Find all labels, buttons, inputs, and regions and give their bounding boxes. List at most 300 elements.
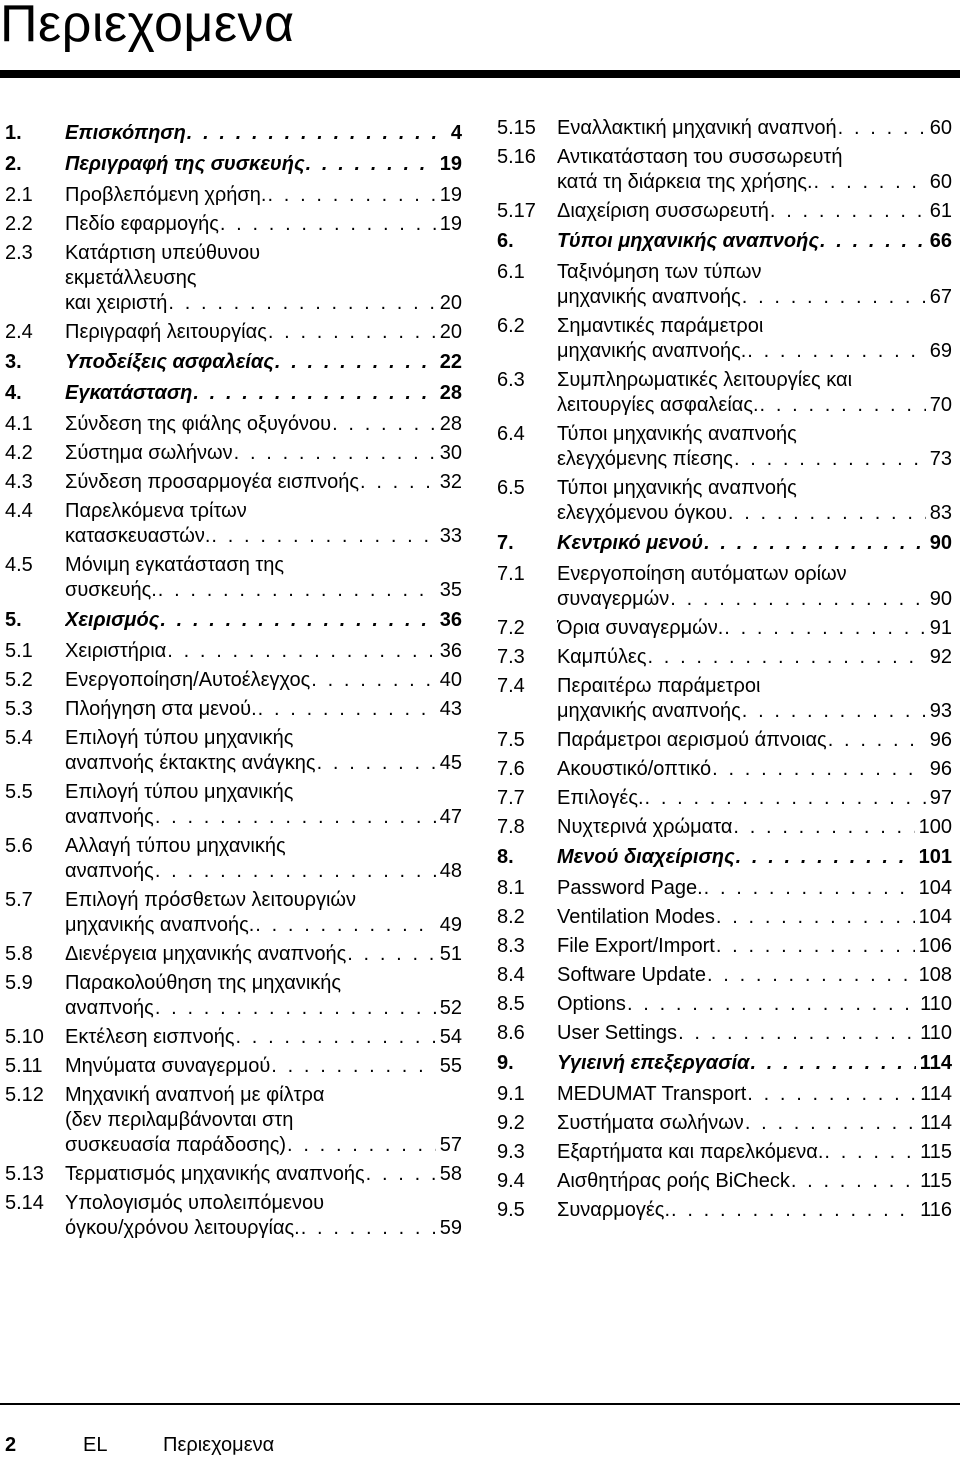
toc-entry-title-line: Υποδείξεις ασφαλείας — [65, 351, 274, 373]
toc-entry-body — [557, 145, 952, 195]
toc-entry-title-line: συσκευής. — [65, 579, 157, 601]
dot-leader — [760, 393, 926, 418]
dot-leader — [716, 934, 915, 959]
toc-entry-body — [65, 183, 462, 208]
toc-entry-last-line — [65, 152, 462, 177]
toc-entry-title-line: Ventilation Modes — [557, 906, 715, 928]
toc-entry-last-line — [65, 381, 462, 406]
toc-entry — [5, 470, 462, 495]
toc-entry-number: 6.2 — [497, 315, 525, 337]
toc-entry-number: 1. — [5, 122, 22, 144]
toc-entry-page-number: 67 — [929, 286, 952, 308]
toc-entry-page-number: 97 — [929, 787, 952, 809]
dot-leader — [678, 1021, 916, 1046]
toc-entry-number: 5.15 — [497, 117, 536, 139]
toc-entry — [497, 1111, 952, 1136]
toc-entry-page-number: 114 — [920, 1083, 952, 1105]
toc-entry-body — [557, 1111, 952, 1136]
toc-entry-last-line — [557, 501, 952, 526]
toc-entry — [497, 905, 952, 930]
dot-leader — [317, 751, 436, 776]
toc-entry-number: 6. — [497, 230, 514, 252]
toc-entry-body — [65, 553, 462, 603]
toc-entry — [497, 476, 952, 526]
toc-entry — [497, 934, 952, 959]
toc-entry — [5, 553, 462, 603]
toc-entry-title-line: Καμπύλες — [557, 646, 647, 668]
toc-entry-number: 6.4 — [497, 423, 525, 445]
toc-entry-last-line — [557, 934, 952, 959]
toc-entry-title-line: Σημαντικές παράμετροι — [557, 315, 764, 337]
dot-leader — [742, 285, 926, 310]
dot-leader — [155, 805, 436, 830]
toc-entry-body — [65, 1054, 462, 1079]
dot-leader — [704, 876, 915, 901]
toc-entry-body — [65, 1162, 462, 1187]
toc-entry-number: 2. — [5, 153, 22, 175]
toc-entry-title-line: Παρακολούθηση της μηχανικής — [65, 972, 342, 994]
toc-entry-body — [65, 834, 462, 884]
toc-entry-last-line — [557, 757, 952, 782]
footer-section: Περιεχομενα — [163, 1434, 275, 1456]
toc-entry-page-number: 93 — [929, 700, 952, 722]
toc-entry-last-line — [65, 1216, 462, 1241]
toc-entry-page-number: 114 — [920, 1112, 952, 1134]
dot-leader — [234, 441, 436, 466]
dot-leader — [742, 699, 926, 724]
toc-entry-title-line: Επιλογή πρόσθετων λειτουργιών — [65, 889, 357, 911]
toc-entry-number: 9.3 — [497, 1141, 525, 1163]
toc-entry-last-line — [65, 121, 462, 146]
toc-entry-last-line — [557, 285, 952, 310]
toc-entry-title-line: Πλοήγηση στα μενού. — [65, 698, 257, 720]
toc-entry-number: 5.3 — [5, 698, 33, 720]
toc-entry-number: 5.12 — [5, 1084, 44, 1106]
toc-entry-body — [557, 1140, 952, 1165]
toc-entry-title-line: Τύποι μηχανικής αναπνοής — [557, 230, 819, 252]
toc-entry-number: 4.3 — [5, 471, 33, 493]
dot-leader — [167, 639, 435, 664]
toc-entry-number: 9.1 — [497, 1083, 525, 1105]
toc-entry — [5, 441, 462, 466]
toc-entry-title-line: Προβλεπόμενη χρήση. — [65, 184, 267, 206]
toc-entry-last-line — [65, 470, 462, 495]
toc-entry-body — [557, 876, 952, 901]
toc-entry-body — [557, 199, 952, 224]
dot-leader — [301, 1216, 436, 1241]
dot-leader — [814, 170, 926, 195]
toc-entry-last-line — [65, 751, 462, 776]
dot-leader — [366, 1162, 436, 1187]
toc-entry-body — [65, 412, 462, 437]
toc-entry-number: 8. — [497, 846, 514, 868]
toc-entry-title-line: Νυχτερινά χρώματα — [557, 816, 733, 838]
dot-leader — [647, 645, 925, 670]
toc-entry-number: 9.2 — [497, 1112, 525, 1134]
toc-entry-page-number: 66 — [929, 230, 952, 252]
toc-entry-body — [65, 241, 462, 316]
dot-leader — [268, 320, 436, 345]
toc-entry-title-line: Ταξινόμηση των τύπων — [557, 261, 762, 283]
toc-entry-body — [557, 1021, 952, 1046]
toc-entry-body — [557, 116, 952, 141]
toc-entry-title-line: Κεντρικό μενού — [557, 532, 704, 554]
toc-entry-number: 5.10 — [5, 1026, 44, 1048]
toc-entry-title-line: μηχανικής αναπνοής — [557, 286, 741, 308]
toc-entry-last-line — [557, 876, 952, 901]
toc-entry-title-line: Εκτέλεση εισπνοής — [65, 1026, 235, 1048]
toc-entry-number: 5.4 — [5, 727, 33, 749]
dot-leader — [347, 942, 436, 967]
toc-entry-last-line — [65, 608, 462, 633]
toc-entry-title-line: Περιγραφή λειτουργίας — [65, 321, 267, 343]
toc-entry-last-line — [65, 441, 462, 466]
toc-entry-body — [65, 499, 462, 549]
toc-entry-number: 7. — [497, 532, 514, 554]
toc-chapter-entry — [5, 350, 462, 375]
toc-entry — [497, 616, 952, 641]
toc-entry-title-line: αναπνοής — [65, 860, 154, 882]
toc-entry-title-line: Εναλλακτική μηχανική αναπνοή — [557, 117, 837, 139]
toc-entry-title-line: Όρια συναγερμών. — [557, 617, 724, 639]
toc-entry-page-number: 36 — [439, 609, 462, 631]
toc-entry-last-line — [557, 531, 952, 556]
toc-entry-title-line: User Settings — [557, 1022, 678, 1044]
dot-leader — [838, 116, 926, 141]
toc-entry — [5, 241, 462, 316]
toc-entry — [497, 992, 952, 1017]
toc-entry-number: 4. — [5, 382, 22, 404]
toc-entry-last-line — [65, 996, 462, 1021]
toc-entry-page-number: 19 — [439, 153, 462, 175]
toc-entry-title-line: μηχανικής αναπνοής. — [557, 340, 747, 362]
toc-entry — [5, 412, 462, 437]
toc-entry-number: 7.3 — [497, 646, 525, 668]
dot-leader — [168, 291, 435, 316]
toc-entry-page-number: 83 — [929, 502, 952, 524]
toc-entry-body — [65, 381, 462, 406]
toc-entry-number: 4.5 — [5, 554, 33, 576]
toc-entry-number: 3. — [5, 351, 22, 373]
toc-entry-title-line: λειτουργίες ασφαλείας. — [557, 394, 759, 416]
toc-entry-body — [65, 470, 462, 495]
dot-leader — [258, 697, 436, 722]
toc-entry-body — [557, 476, 952, 526]
toc-entry-page-number: 90 — [929, 532, 952, 554]
toc-entry-title-line: Μηνύματα συναγερμού — [65, 1055, 271, 1077]
toc-entry-page-number: 100 — [918, 816, 952, 838]
toc-entry — [5, 499, 462, 549]
footer-page-number: 2 — [5, 1434, 17, 1456]
toc-entry-title-line: Διαχείριση συσσωρευτή — [557, 200, 769, 222]
toc-entry-body — [557, 1169, 952, 1194]
dot-leader — [235, 1025, 435, 1050]
toc-entry-body — [557, 531, 952, 556]
toc-entry-title-line: Επιλογή τύπου μηχανικής — [65, 781, 294, 803]
toc-entry-last-line — [65, 859, 462, 884]
toc-entry-last-line — [557, 699, 952, 724]
toc-entry-page-number: 96 — [929, 758, 952, 780]
toc-entry — [5, 888, 462, 938]
toc-entry-page-number: 92 — [929, 646, 952, 668]
dot-leader — [155, 996, 436, 1021]
toc-entry-page-number: 28 — [439, 382, 462, 404]
toc-entry-body — [557, 229, 952, 254]
dot-leader — [724, 616, 925, 641]
toc-entry-last-line — [557, 845, 952, 870]
dot-leader — [220, 212, 436, 237]
toc-entry-last-line — [65, 412, 462, 437]
toc-entry-body — [65, 780, 462, 830]
toc-entry-number: 9.5 — [497, 1199, 525, 1221]
dot-leader — [791, 1169, 916, 1194]
toc-entry-body — [65, 152, 462, 177]
toc-entry-last-line — [65, 291, 462, 316]
toc-entry-title-line: Ακουστικό/οπτικό — [557, 758, 712, 780]
toc-column-left — [5, 116, 462, 1245]
toc-entry-body — [65, 639, 462, 664]
toc-entry-number: 4.1 — [5, 413, 33, 435]
page-footer — [5, 1433, 274, 1457]
dot-leader — [287, 1133, 436, 1158]
toc-chapter-entry — [497, 845, 952, 870]
toc-entry-number: 9. — [497, 1052, 514, 1074]
toc-entry-number: 6.5 — [497, 477, 525, 499]
toc-entry-body — [557, 260, 952, 310]
toc-entry — [497, 368, 952, 418]
toc-entry-body — [65, 1083, 462, 1158]
toc-entry-last-line — [65, 697, 462, 722]
toc-entry-number: 5.5 — [5, 781, 33, 803]
toc-entry-title-line: μηχανικής αναπνοής. — [65, 914, 255, 936]
toc-entry-number: 7.1 — [497, 563, 525, 585]
toc-entry-body — [557, 728, 952, 753]
toc-entry-body — [557, 815, 952, 840]
toc-entry-page-number: 96 — [929, 729, 952, 751]
toc-entry — [497, 786, 952, 811]
toc-entry-number: 8.5 — [497, 993, 525, 1015]
toc-entry-body — [557, 757, 952, 782]
toc-entry-body — [557, 1051, 952, 1076]
toc-entry-page-number: 20 — [439, 321, 462, 343]
toc-entry-title-line: και χειριστή — [65, 292, 168, 314]
toc-entry-number: 2.2 — [5, 213, 33, 235]
toc-entry-last-line — [557, 116, 952, 141]
toc-entry-title-line: εκμετάλλευσης — [65, 267, 197, 289]
dot-leader — [645, 786, 926, 811]
toc-entry-title-line: ελεγχόμενου όγκου — [557, 502, 727, 524]
toc-entry-page-number: 19 — [439, 213, 462, 235]
toc-entry-number: 2.3 — [5, 242, 33, 264]
toc-entry-last-line — [557, 1111, 952, 1136]
toc-entry-body — [557, 674, 952, 724]
toc-entry-page-number: 115 — [920, 1170, 952, 1192]
toc-entry — [497, 562, 952, 612]
toc-entry-title-line: αναπνοής — [65, 997, 154, 1019]
toc-entry-title-line: Υγιεινή επεξεργασία — [557, 1052, 750, 1074]
toc-entry-last-line — [65, 942, 462, 967]
toc-entry-title-line: ελεγχόμενης πίεσης — [557, 448, 733, 470]
toc-entry-page-number: 104 — [918, 877, 952, 899]
toc-entry-page-number: 91 — [929, 617, 952, 639]
toc-entry-last-line — [557, 905, 952, 930]
dot-leader — [255, 913, 435, 938]
toc-entry-title-line: Χειρισμός — [65, 609, 160, 631]
toc-entry-page-number: 30 — [439, 442, 462, 464]
toc-entry-title-line: όγκου/χρόνου λειτουργίας. — [65, 1217, 300, 1239]
toc-entry-page-number: 40 — [439, 669, 462, 691]
toc-entry-last-line — [65, 668, 462, 693]
toc-entry-body — [557, 368, 952, 418]
toc-entry — [497, 876, 952, 901]
dot-leader — [275, 350, 436, 375]
dot-leader — [704, 531, 926, 556]
toc-entry — [497, 757, 952, 782]
toc-entry-last-line — [65, 578, 462, 603]
toc-entry-number: 5.11 — [5, 1055, 43, 1077]
toc-entry-page-number: 58 — [439, 1163, 462, 1185]
toc-entry-body — [65, 608, 462, 633]
dot-leader — [828, 728, 926, 753]
toc-chapter-entry — [5, 608, 462, 633]
toc-entry-page-number: 43 — [439, 698, 462, 720]
toc-entry-body — [557, 314, 952, 364]
toc-entry-last-line — [65, 212, 462, 237]
toc-entry-number: 9.4 — [497, 1170, 525, 1192]
toc-entry-title-line: Ενεργοποίηση/Αυτοέλεγχος — [65, 669, 311, 691]
toc-entry-page-number: 73 — [929, 448, 952, 470]
toc-entry-title-line: Πεδίο εφαρμογής — [65, 213, 219, 235]
toc-entry-last-line — [557, 229, 952, 254]
toc-entry-body — [557, 1082, 952, 1107]
toc-entry — [497, 728, 952, 753]
toc-entry-page-number: 49 — [439, 914, 462, 936]
toc-entry-number: 7.5 — [497, 729, 525, 751]
toc-entry-body — [65, 971, 462, 1021]
toc-entry-number: 5.17 — [497, 200, 536, 222]
toc-entry-number: 5.8 — [5, 943, 33, 965]
toc-entry-last-line — [65, 639, 462, 664]
toc-entry-number: 6.3 — [497, 369, 525, 391]
toc-entry-page-number: 116 — [920, 1199, 952, 1221]
toc-entry-page-number: 48 — [439, 860, 462, 882]
toc-entry — [5, 183, 462, 208]
dot-leader — [267, 183, 435, 208]
toc-entry-page-number: 36 — [439, 640, 462, 662]
toc-entry — [497, 1140, 952, 1165]
toc-entry — [5, 668, 462, 693]
toc-entry-page-number: 114 — [919, 1052, 952, 1074]
toc-entry-page-number: 61 — [929, 200, 952, 222]
toc-entry-title-line: μηχανικής αναπνοής — [557, 700, 741, 722]
toc-entry-body — [65, 888, 462, 938]
toc-entry-title-line: αναπνοής — [65, 806, 154, 828]
toc-chapter-entry — [5, 121, 462, 146]
toc-entry-title-line: MEDUMAT Transport — [557, 1083, 747, 1105]
toc-entry — [5, 697, 462, 722]
toc-entry-last-line — [557, 1169, 952, 1194]
toc-entry-title-line: (δεν περιλαμβάνονται στη — [65, 1109, 294, 1131]
toc-entry-title-line: Σύστημα σωλήνων — [65, 442, 233, 464]
toc-column-right — [497, 116, 952, 1227]
toc-entry-last-line — [65, 320, 462, 345]
toc-entry — [5, 1025, 462, 1050]
toc-entry-number: 5.14 — [5, 1192, 44, 1214]
dot-leader — [155, 859, 436, 884]
toc-entry-body — [557, 616, 952, 641]
toc-entry-page-number: 60 — [929, 171, 952, 193]
toc-entry-page-number: 59 — [439, 1217, 462, 1239]
toc-entry-number: 7.6 — [497, 758, 525, 780]
toc-entry — [497, 1198, 952, 1223]
toc-entry-title-line: αναπνοής έκτακτης ανάγκης — [65, 752, 316, 774]
toc-entry-number: 8.3 — [497, 935, 525, 957]
toc-entry — [497, 815, 952, 840]
toc-entry-number: 8.2 — [497, 906, 525, 928]
toc-entry-last-line — [557, 992, 952, 1017]
dot-leader — [332, 412, 436, 437]
dot-leader — [707, 963, 915, 988]
dot-leader — [736, 845, 915, 870]
toc-entry — [5, 1083, 462, 1158]
toc-entry-title-line: συσκευασία παράδοσης) — [65, 1134, 286, 1156]
toc-entry-body — [65, 697, 462, 722]
toc-entry-title-line: Εγκατάσταση — [65, 382, 193, 404]
dot-leader — [734, 447, 926, 472]
toc-entry-body — [557, 905, 952, 930]
toc-entry-title-line: Υπολογισμός υπολειπόμενου — [65, 1192, 325, 1214]
toc-chapter-entry — [5, 152, 462, 177]
toc-entry-page-number: 101 — [918, 846, 952, 868]
toc-entry-body — [557, 992, 952, 1017]
toc-entry-title-line: Software Update — [557, 964, 706, 986]
toc-entry-body — [557, 934, 952, 959]
toc-entry-number: 2.1 — [5, 184, 33, 206]
toc-entry-title-line: Μηχανική αναπνοή με φίλτρα — [65, 1084, 325, 1106]
toc-entry-page-number: 106 — [918, 935, 952, 957]
toc-entry-title-line: Μενού διαχείρισης — [557, 846, 735, 868]
dot-leader — [716, 905, 915, 930]
toc-entry-page-number: 108 — [918, 964, 952, 986]
toc-entry-last-line — [557, 645, 952, 670]
toc-entry-title-line: Τύποι μηχανικής αναπνοής — [557, 423, 797, 445]
dot-leader — [750, 1051, 915, 1076]
toc-entry-title-line: Μόνιμη εγκατάσταση της — [65, 554, 285, 576]
toc-entry-page-number: 90 — [929, 588, 952, 610]
toc-entry-last-line — [65, 1133, 462, 1158]
toc-entry-page-number: 4 — [450, 122, 462, 144]
toc-entry-body — [65, 668, 462, 693]
toc-entry-number: 5.16 — [497, 146, 536, 168]
toc-entry-number: 2.4 — [5, 321, 33, 343]
toc-entry-title-line: Τερματισμός μηχανικής αναπνοής — [65, 1163, 365, 1185]
toc-entry-number: 5.6 — [5, 835, 33, 857]
toc-entry-last-line — [557, 963, 952, 988]
toc-entry-last-line — [557, 815, 952, 840]
toc-entry — [5, 320, 462, 345]
toc-entry-last-line — [65, 1162, 462, 1187]
toc-entry-page-number: 60 — [929, 117, 952, 139]
toc-entry-page-number: 51 — [439, 943, 462, 965]
toc-entry-page-number: 28 — [439, 413, 462, 435]
dot-leader — [627, 992, 916, 1017]
dot-leader — [728, 501, 926, 526]
dot-leader — [770, 199, 926, 224]
toc-entry — [5, 1191, 462, 1241]
toc-entry-title-line: Περαιτέρω παράμετροι — [557, 675, 761, 697]
toc-entry-last-line — [65, 1054, 462, 1079]
toc-entry-title-line: Αισθητήρας ροής BiCheck — [557, 1170, 790, 1192]
